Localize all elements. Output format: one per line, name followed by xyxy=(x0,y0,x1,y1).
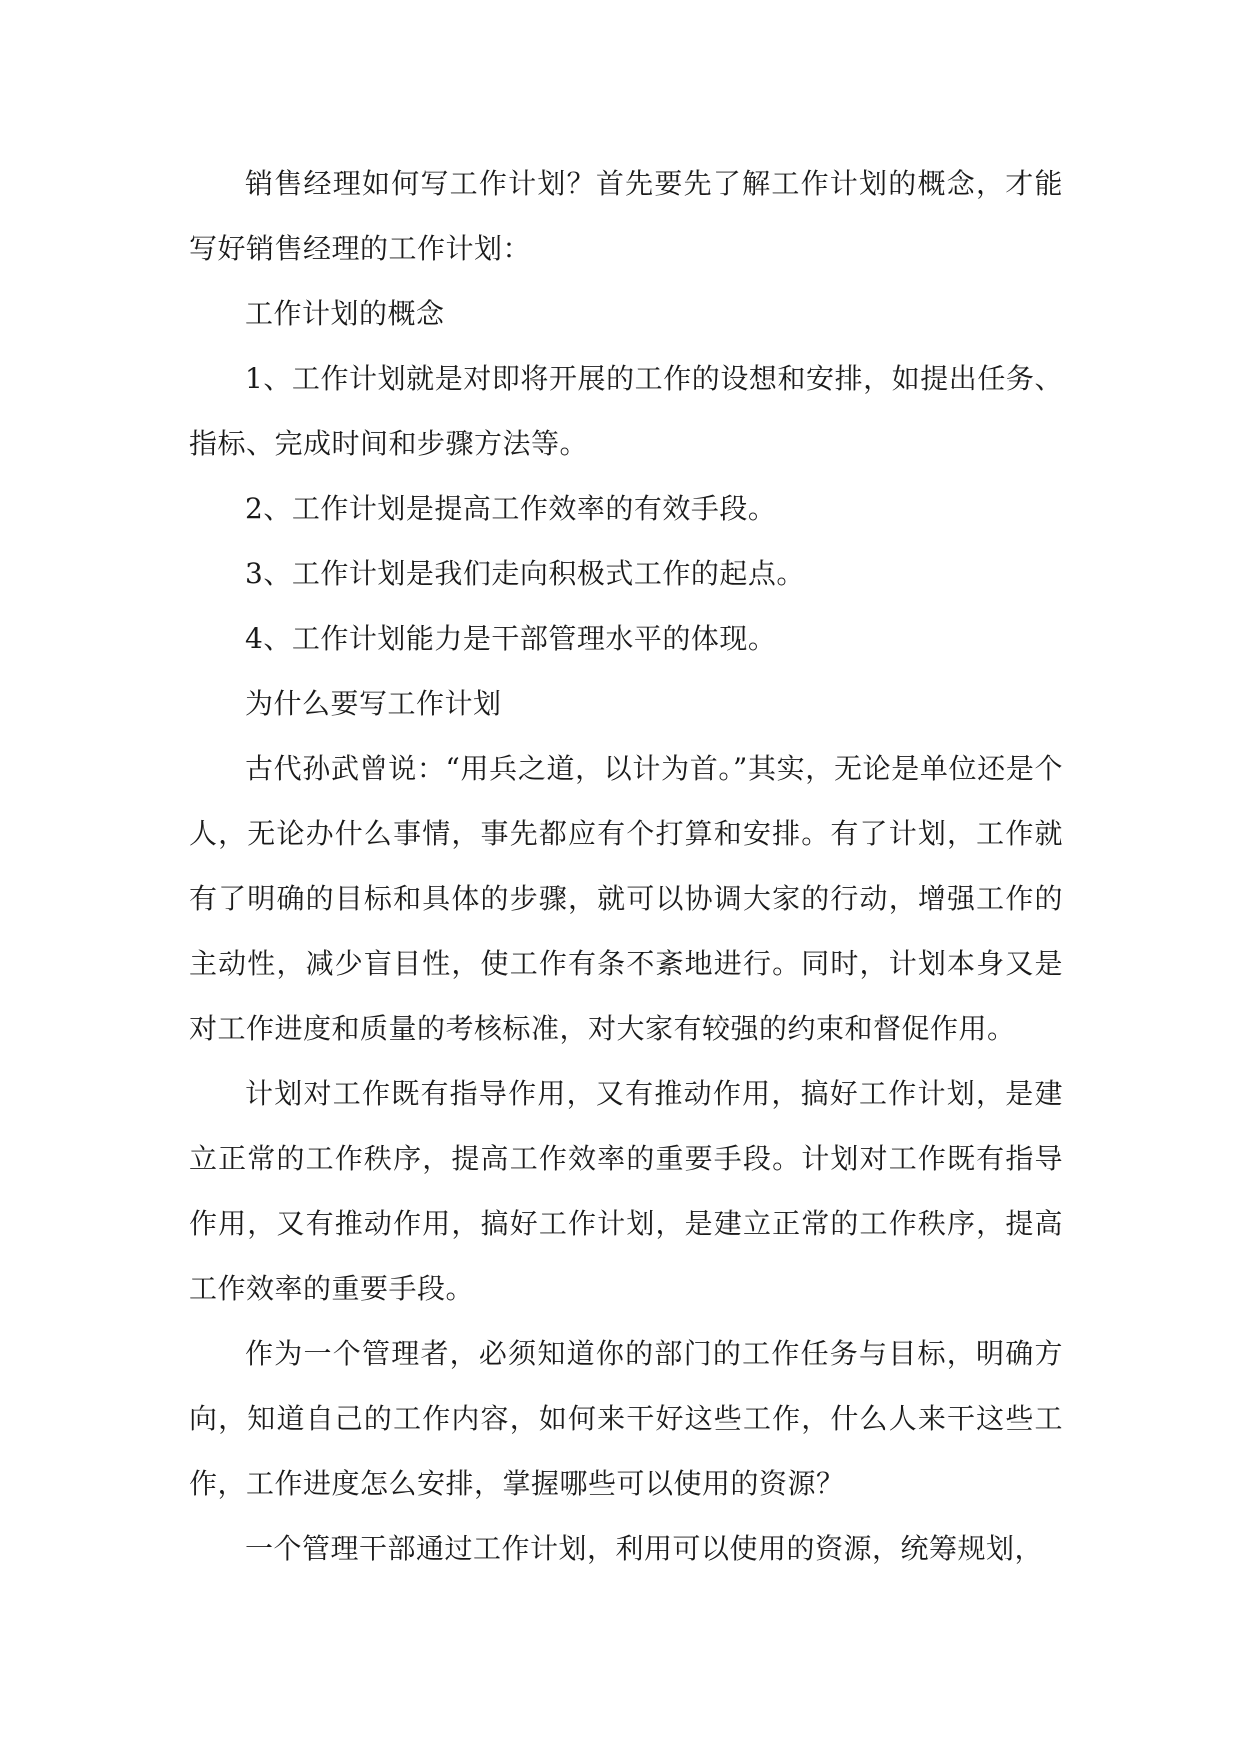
section-heading-why: 为什么要写工作计划 xyxy=(245,687,502,720)
list-item-1: 1、工作计划就是对即将开展的工作的设想和安排，如提出任务、指标、完成时间和步骤方法等。 xyxy=(189,362,1063,460)
list-item-2: 2、工作计划是提高工作效率的有效手段。 xyxy=(245,492,777,525)
body-paragraph-sunwu: 古代孙武曾说：“用兵之道，以计为首。”其实，无论是单位还是个人，无论办什么事情，事先都应有个打算和安排。有了计划，工作就有了明确的目标和具体的步骤，就可以协调大家的行动，增强工作的主动性，减少盲目性，使工作有条不紊地进行。同时，计划本身又是对工作进度和质量的考核标准，对大家有较强的约束和督促作用。 xyxy=(189,752,1063,1045)
body-paragraph-manager: 作为一个管理者，必须知道你的部门的工作任务与目标，明确方向，知道自己的工作内容，如何来干好这些工作，什么人来干这些工作，工作进度怎么安排，掌握哪些可以使用的资源？ xyxy=(189,1337,1063,1500)
body-paragraph-resources: 一个管理干部通过工作计划，利用可以使用的资源，统筹规划， xyxy=(245,1532,1044,1565)
document-body xyxy=(189,151,1063,1581)
body-paragraph-guidance: 计划对工作既有指导作用，又有推动作用，搞好工作计划，是建立正常的工作秩序，提高工作效率的重要手段。计划对工作既有指导作用，又有推动作用，搞好工作计划，是建立正常的工作秩序，提高工作效率的重要手段。 xyxy=(189,1077,1063,1305)
section-heading-concept: 工作计划的概念 xyxy=(245,297,445,330)
intro-paragraph: 销售经理如何写工作计划？首先要先了解工作计划的概念，才能写好销售经理的工作计划： xyxy=(189,167,1063,265)
list-item-4: 4、工作计划能力是干部管理水平的体现。 xyxy=(245,622,777,655)
list-item-3: 3、工作计划是我们走向积极式工作的起点。 xyxy=(245,557,805,590)
